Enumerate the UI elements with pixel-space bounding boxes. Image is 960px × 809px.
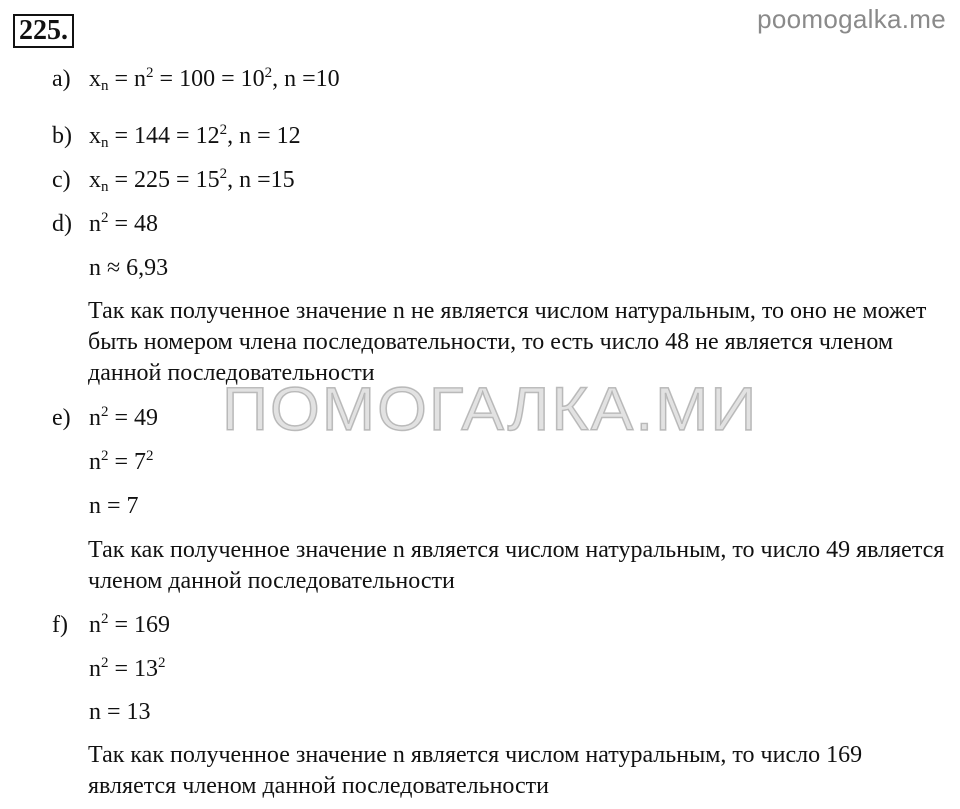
item-f-l2-a: n (89, 656, 101, 682)
item-e-line1 (52, 403, 158, 433)
item-e-line3: n = 7 (89, 493, 139, 519)
item-b-sub: n (101, 135, 109, 151)
problem-number-dot: . (61, 15, 68, 46)
item-c (52, 165, 295, 195)
problem-number (13, 14, 74, 48)
item-e-l1-b: = 49 (108, 405, 159, 431)
item-f-letter: f) (52, 612, 68, 638)
item-c-letter: c) (52, 167, 71, 193)
item-c-sub: n (101, 179, 109, 195)
item-f-line3: n = 13 (89, 699, 151, 725)
item-e-l1-sup: 2 (101, 404, 109, 420)
item-b-eq1: = 144 = 12 (108, 123, 220, 149)
item-a-tail: , n =10 (272, 66, 340, 92)
item-b-x: x (89, 123, 101, 149)
item-e-l2-b: = 7 (108, 449, 147, 475)
item-d-line2: n ≈ 6,93 (89, 255, 169, 281)
item-b-tail: , n = 12 (227, 123, 301, 149)
item-d-l1-sup: 2 (101, 210, 109, 226)
item-c-tail: , n =15 (227, 167, 295, 193)
item-e-l1-a: n (89, 405, 101, 431)
item-b-letter: b) (52, 123, 72, 149)
item-e-l2-a: n (89, 449, 101, 475)
item-a-letter: a) (52, 66, 71, 92)
item-e-letter: e) (52, 405, 71, 431)
item-f-explanation: Так как полученное значение n является числом натуральным, то число 169 является членом данной последовательности (88, 742, 863, 799)
item-d-l1-a: n (89, 211, 101, 237)
item-a-eq1: = n (108, 66, 147, 92)
item-d-explanation: Так как полученное значение n не является числом натуральным, то оно не может быть номером члена последовательности, то есть число 48 не является членом данной последовательности (88, 298, 927, 386)
item-f-l2-b: = 13 (108, 656, 159, 682)
problem-number-value: 225 (19, 15, 61, 46)
site-name: poomogalka.me (757, 4, 946, 34)
item-e-explanation: Так как полученное значение n является числом натуральным, то число 49 является членом данной последовательности (88, 537, 945, 594)
item-b-sup1: 2 (219, 122, 228, 138)
item-b (52, 121, 301, 151)
watermark: ПОМОГАЛКА.МИ (222, 374, 759, 444)
item-e-line2 (89, 447, 154, 477)
item-f-l2-sup: 2 (101, 655, 109, 671)
item-d-line1 (52, 209, 158, 239)
item-a (52, 64, 340, 94)
item-f-l1-b: = 169 (108, 612, 171, 638)
item-e-l2-sup: 2 (101, 448, 109, 464)
item-f-l1-a: n (89, 612, 101, 638)
item-a-sup1: 2 (146, 65, 154, 81)
item-a-sup2: 2 (264, 65, 273, 81)
item-f-line2 (89, 654, 166, 684)
item-c-eq1: = 225 = 15 (108, 167, 220, 193)
item-f-l2-sup2: 2 (158, 655, 166, 671)
item-f-line1 (52, 610, 170, 640)
item-a-eq2: = 100 = 10 (153, 66, 265, 92)
item-a-sub: n (101, 78, 109, 94)
item-d-letter: d) (52, 211, 72, 237)
item-a-x: x (89, 66, 101, 92)
item-c-x: x (89, 167, 101, 193)
item-c-sup1: 2 (219, 166, 228, 182)
item-f-l1-sup: 2 (101, 611, 109, 627)
item-d-l1-b: = 48 (108, 211, 159, 237)
item-e-l2-sup2: 2 (146, 448, 154, 464)
